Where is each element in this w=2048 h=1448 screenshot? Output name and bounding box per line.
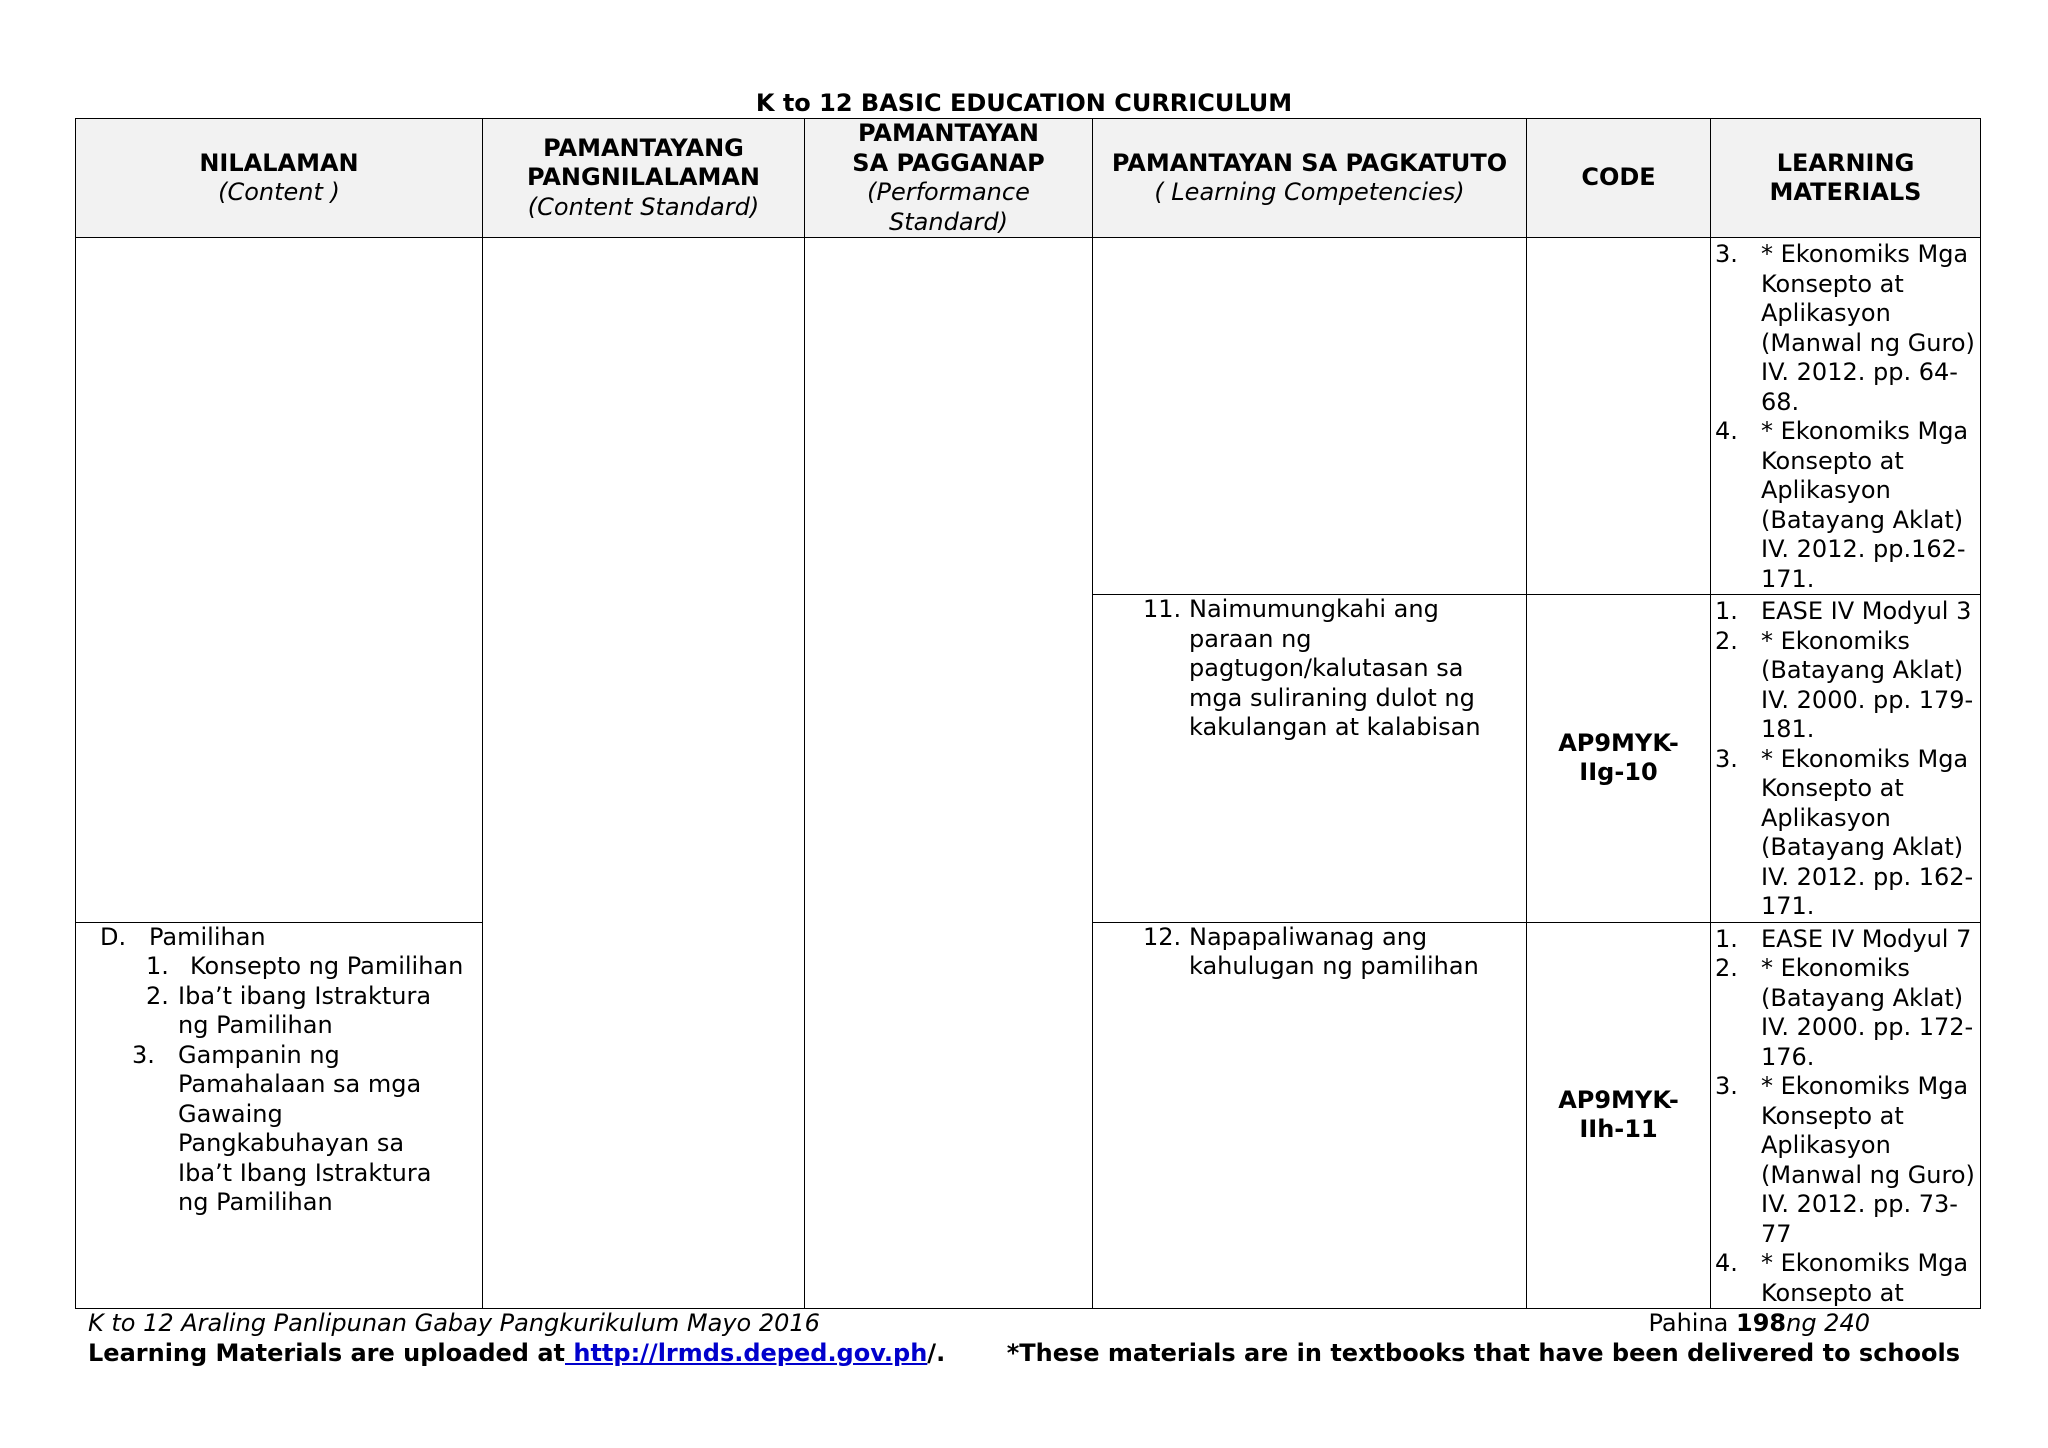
- list-item: 3. * Ekonomiks Mga Konsepto at Aplikasyon (Batayang Aklat) IV. 2012. pp. 162-171.: [1715, 744, 1974, 920]
- performance-standard-cell: [805, 238, 1093, 1309]
- document-title: K to 12 BASIC EDUCATION CURRICULUM: [755, 89, 1293, 117]
- page-number: Pahina 198ng 240: [1648, 1309, 1870, 1337]
- header-code: CODE: [1527, 119, 1711, 238]
- list-item: 2. * Ekonomiks (Batayang Aklat) IV. 2000. pp. 179-181.: [1715, 626, 1974, 743]
- list-item: 1. EASE IV Modyul 3: [1715, 597, 1972, 625]
- code-cell-empty: [1527, 238, 1711, 595]
- header-learning-competencies: PAMANTAYAN SA PAGKATUTO ( Learning Competencies): [1093, 119, 1527, 238]
- header-performance-standard: PAMANTAYAN SA PAGGANAP (Performance Standard): [805, 119, 1093, 238]
- footer-left: [88, 1308, 945, 1368]
- textbook-note: *These materials are in textbooks that have been delivered to schools: [1006, 1339, 1960, 1367]
- competency-cell: 12. Napapaliwanag ang kahulugan ng pamilihan: [1093, 922, 1527, 1309]
- list-item: 1. EASE IV Modyul 7: [1715, 924, 1972, 953]
- content-cell-empty: [76, 238, 483, 923]
- list-item: 4. * Ekonomiks Mga Konsepto at: [1715, 1249, 1969, 1307]
- guide-title: K to 12 Araling Panlipunan Gabay Pangkurikulum Mayo 2016: [88, 1309, 820, 1337]
- competency-cell: 11. Naimumungkahi ang paraan ng pagtugon/kalutasan sa mga suliraning dulot ng kakulangan at kalabisan: [1093, 595, 1527, 923]
- content-standard-cell: [483, 238, 805, 1309]
- list-item: 1. Konsepto ng Pamilihan: [146, 952, 464, 980]
- materials-cell: [1711, 238, 1981, 595]
- content-cell: [76, 922, 483, 1309]
- list-item: 4. * Ekonomiks Mga Konsepto at Aplikasyon (Batayang Aklat) IV. 2012. pp.162-171.: [1715, 417, 1969, 593]
- list-item: 2. * Ekonomiks (Batayang Aklat) IV. 2000. pp. 172-176.: [1715, 954, 1974, 1071]
- table-header-row: [76, 119, 1981, 238]
- table-row: [76, 238, 1981, 595]
- competency-cell-empty: [1093, 238, 1527, 595]
- header-learning-materials: LEARNING MATERIALS: [1711, 119, 1981, 238]
- lrmds-link[interactable]: http://lrmds.deped.gov.ph: [565, 1339, 928, 1367]
- materials-cell: [1711, 922, 1981, 1309]
- code-cell: AP9MYK- IIh-11: [1527, 922, 1711, 1309]
- list-item: 3. * Ekonomiks Mga Konsepto at Aplikasyon (Manwal ng Guro) IV. 2012. pp. 73-77: [1715, 1072, 1975, 1248]
- list-item: 3. Gampanin ng Pamahalaan sa mga Gawaing Pangkabuhayan sa Iba’t Ibang Istraktura ng Pamilihan: [132, 1040, 432, 1216]
- content-heading: D. Pamilihan: [100, 922, 266, 951]
- header-content: NILALAMAN (Content ): [76, 119, 483, 238]
- curriculum-table: [75, 118, 1981, 1309]
- list-item: 2. Iba’t ibang Istraktura ng Pamilihan: [146, 981, 432, 1039]
- upload-note: Learning Materials are uploaded at http://lrmds.deped.gov.ph/.: [88, 1339, 946, 1367]
- code-cell: AP9MYK- IIg-10: [1527, 595, 1711, 923]
- materials-cell: [1711, 595, 1981, 923]
- header-content-standard: PAMANTAYANG PANGNILALAMAN (Content Standard): [483, 119, 805, 238]
- footer-right: [1007, 1308, 1960, 1368]
- list-item: 3. * Ekonomiks Mga Konsepto at Aplikasyon (Manwal ng Guro) IV. 2012. pp. 64-68.: [1715, 240, 1975, 416]
